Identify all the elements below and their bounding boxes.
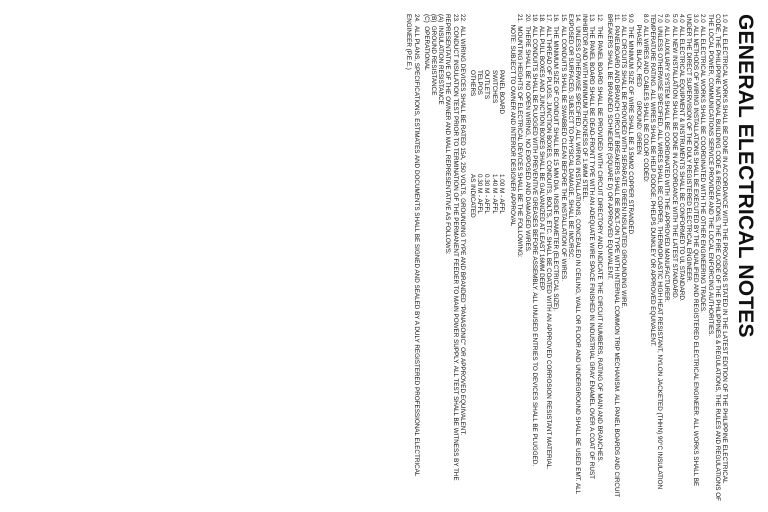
note-18: 18. ALL PULL BOXES AND JUNCTION BOXES SHALL BE GALVANIZED AT LEAST 16MM DEEP. [537,14,545,292]
notes-list-upper [509,14,728,502]
table-row-height: 0.30 M - AFFL [483,174,491,214]
note-19: 19. ALL CONDUITS SHALL BE PLUGGED WITH PREVENTIVE GREASES BEFORE ASSEMBLY. ALL UNUSED ENTRIES TO DEVICES SHALL BE PLUGGED. [530,14,538,467]
document-title: GENERAL ELECTRICAL NOTES [734,14,757,338]
test-list [423,14,445,502]
note-6: 6.0 ALL AUXILIARY SYSTEM SHALL BE COORDINATED WITH THE APPROVED MANUFACTURER. [663,14,671,303]
mounting-heights-items [469,14,505,174]
note-15: 15. ALL CONDUITS SHALL BE SWABBED CLEAN BEFORE THE INSTALLATION OF WIRES. [559,14,567,281]
note-17: 17. ALL THREAD OF PLUGS, JUNCTION BOXES, CONDUITS, BOLTS, ETC. SHALL BE COATED WITH AN APPROVED CORROSION RESISTANT MATERIAL. [545,14,553,470]
note-21-approval: NOTE: SUBJECT TO OWNER AND INTERIOR DESIGNER APPROVAL [509,14,517,227]
list-item: (B) GROUND RESISTANCE [430,14,438,96]
mounting-heights-table [469,14,505,502]
list-item: (C) OPERATIONAL [422,14,430,71]
note-8: 8.0 ALL WIRES AND CABLES SHALL BE COLOR CODED: [641,14,649,183]
list-item: (A) INSULATION RESISTANCE [437,14,445,105]
table-row-item: OUTLETS [483,70,491,100]
table-row-item: PANEL BOARD [497,70,505,115]
note-11: 11. PANELBOARD AND BRANCH CIRCUIT BREAKERS SHALL BE BOLT-ON TYPE WITH INTERNAL COMMON TRIP MECHANISM. ALL PANEL BOARDS AND CIRCUIT BREAKERS SHALL BE BRANDED SCHNEIDER (SQUARE D) OR APPROVED EQUIVALENT. [605,14,620,499]
note-2: 2.0 ALL ELECTRICAL WORKS SHALL BE COORDINATED WITH THE OTHER ENGINEERING TRADES. [699,14,707,313]
note-13: 13. THE PANEL BOARD SHALL BE DEAD-FRONT TYPE WITH AN ADEQUATE WIRE SPACE FINISHED IN INDUSTRIAL GRAY ENAMEL OVER A COAT OF RUST INHIBITOR AND WITH MINIMUM THICKNESS OF 1.6MM STEEL. [581,14,596,481]
table-row-height: 0.30 M - AFFL [476,174,484,214]
table-row-item: TELPOS [476,70,484,95]
table-row-height: AS INDICATED [469,174,477,218]
note-23: 23. CONDUCT INSULATION TEST PRIOR TO TERMINATION OF THE PERMANENT FEEDER TO MAIN POWER SUPPLY. ALL TEST SHALL BE WITNESS BY THE REPRESENTATIVE OF THE OWNER AND MALL REPRESENTATIVE AS FOLLOWS: [444,14,459,483]
note-5: 5.0 ALL NEW INSTALLATION SHALL BE DONE IN ACCORDANCE WITH THE LATEST STANDARD. [670,14,678,300]
note-24: 24. ALL PLANS, SPECIFICATIONS, ESTIMATES AND DOCUMENTS SHALL BE SIGNED AND SEALED BY A DULY REGISTERED PROFESSIONAL ELECTRICAL ENGINEER (P.E.E.) [405,14,420,478]
note-1: 1.0 ALL ELECTRICAL WORKS SHALL BE DONE IN ACCORDANCE WITH THE PROVISIONS STATED IN THE LATEST EDITION OF THE PHILIPPINE ELECTRICAL CODE, THE PHILIPPINE NATIONAL BUILDING CODE & REGULATIONS, THE FIRE CODE OF THE PHILIPPINES & REGULATIONS, THE RULES AND REGULATIONS OF THE LOCAL POWER, COMMUNICATIONS SERVICE PROVIDER AND THE LOCAL ENFORCING AUTHORITIES. [706,14,728,503]
table-row-item: OTHERS [469,70,477,97]
note-10: 10. ALL CIRCUITS SHALL BE PROVIDED WITH SEPARATE GREEN INSULATED GROUNDING WIRE. [620,14,628,309]
note-22: 22. ALL WIRING DEVICES SHALL BE RATED 15A, 250 VOLTS, GROUNDING TYPE AND BRANDED "PANASONIC" OR APPROVED EQUIVALENT. [458,14,466,436]
note-8-color-codes: PHASE: BLACK, RED GROUND: GREEN [634,14,642,155]
note-16: 16. THE MINIMUM SIZE OF CONDUIT SHALL BE 15 MM DIA. INSIDE DIAMETER (ELECTRICAL SIZE). [552,14,560,312]
mounting-heights-values [469,174,505,218]
note-20: 20. THERE SHALL BE NO OPEN WIRING, NO EXPOSED AND DAMAGED WIRES. [523,14,531,253]
note-9: 9.0 THE MINIMUM SIZE OF WIRE SHALL BE 3.5MM2 COPPER STRANDED. [627,14,635,236]
note-4: 4.0 ALL ELECTRICAL EQUIPMENT & INSTRUMENTS SHALL BE CONFORMED TO UL STANDARD. [677,14,685,302]
note-14: 14. UNLESS OTHERWISE SPECIFIED, ALL WIRING INSTALLATIONS, CONCEALED IN CEILING, WALL OR FLOOR AND UNDERGROUND SHALL BE USED EMT. ALL EXPOSED OR SURFACED, SUBJECT TO PHYSICAL DAMAGE, SHALL BE IMC/RSC. [566,14,581,496]
table-row-item: SWITCHES [490,70,498,104]
note-21: 21. MOUNTING HEIGHTS OF ELECTRICAL DEVICES SHALL BE THE FOLLOWING: [516,14,524,258]
note-7: 7.0 UNLESS OTHERWISE SPECIFIED, ALL WIRES SHALL BE COPPER, THERMOPLASTIC HIGH HEAT RESISTANT, NYLON JACKETED (THHN) 90°C INSULATION TEMPERATURE RATING. ALL WIRES SHALL BE HELP DODGE, PHELPS DUNKLEY OR APPROVED EQUIVALENT. [648,14,664,491]
note-12: 12. THE PANEL BOARD SHALL BE PROVIDED WITH CIRCUIT DIRECTORY AND INDICATE THE CIRCUIT NUMBERS, RATING OF MAIN AND BRANCHES. [595,14,603,463]
note-3: 3.0 ALL METHODS OF WIRING INSTALLATIONS SHALL BE EXECUTED BY THE QUALIFIED AND REGISTERED ELECTRICAL ENGINEER. ALL WORKS SHALL BE UNDER THE DIRECT SUPERVISION OF THE DULY REGISTERED ELECTRICAL ENGINEER. [684,14,700,488]
notes-list-lower [405,14,466,502]
table-row-height: 1.40 M - AFFL [490,174,498,214]
table-row-height: 1.00 M - AFFL [497,174,505,214]
